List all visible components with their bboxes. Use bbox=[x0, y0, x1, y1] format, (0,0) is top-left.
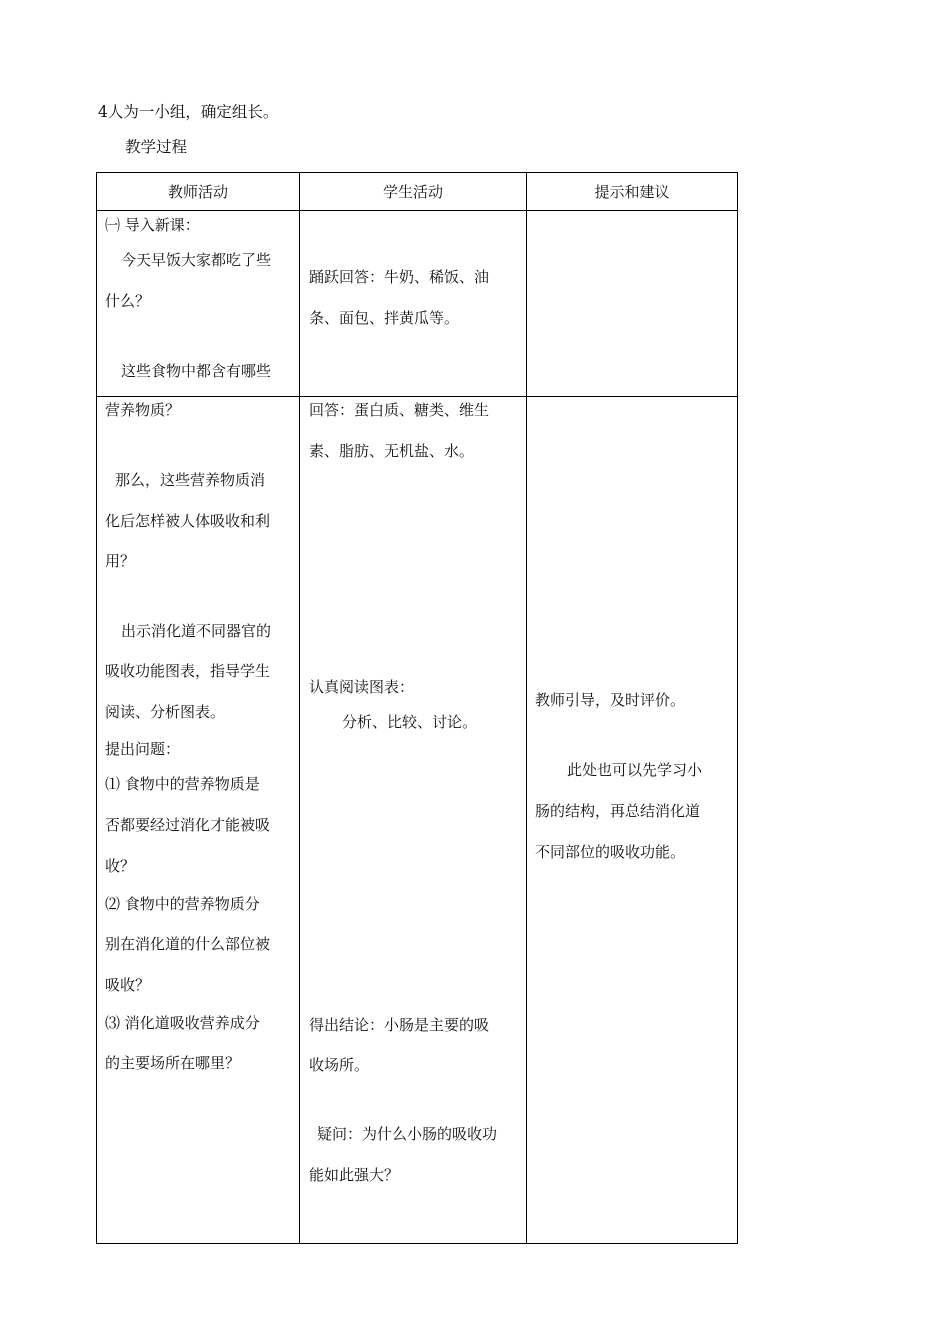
teacher-line: ⑶ 消化道吸收营养成分 bbox=[105, 1014, 260, 1032]
intro-text: 4人为一小组，确定组长。 bbox=[98, 103, 279, 121]
tips-line: 肠的结构，再总结消化道 bbox=[535, 802, 701, 820]
teacher-line: 那么，这些营养物质消 bbox=[115, 471, 266, 489]
teacher-line: 今天早饭大家都吃了些 bbox=[121, 251, 272, 269]
teacher-line: 阅读、分析图表。 bbox=[105, 703, 226, 721]
lesson-table bbox=[96, 172, 738, 1244]
teacher-line: 吸收？ bbox=[105, 976, 151, 994]
tips-cell bbox=[527, 211, 738, 397]
student-line: 认真阅读图表： bbox=[309, 678, 415, 696]
table-header-row bbox=[97, 173, 738, 211]
student-line: 收场所。 bbox=[309, 1056, 370, 1074]
student-activity-cell bbox=[300, 397, 527, 1244]
teacher-line: ⑵ 食物中的营养物质分 bbox=[105, 895, 260, 913]
teacher-line: 提出问题： bbox=[105, 740, 181, 758]
student-line: 能如此强大？ bbox=[309, 1166, 400, 1184]
table-row bbox=[97, 397, 738, 1244]
section-heading: 教学过程 bbox=[125, 138, 188, 156]
teacher-line: 化后怎样被人体吸收和利 bbox=[105, 512, 271, 530]
teacher-line: 出示消化道不同器官的 bbox=[121, 622, 272, 640]
teacher-activity-cell bbox=[97, 211, 300, 397]
teacher-line: ㈠ 导入新课： bbox=[105, 216, 200, 234]
table-row bbox=[97, 211, 738, 397]
teacher-line: 收？ bbox=[105, 857, 136, 875]
teacher-activity-cell bbox=[97, 397, 300, 1244]
teacher-line: 营养物质？ bbox=[105, 401, 181, 419]
tips-line: 此处也可以先学习小 bbox=[567, 761, 703, 779]
student-line: 素、脂肪、无机盐、水。 bbox=[309, 442, 475, 460]
teacher-line: 吸收功能图表，指导学生 bbox=[105, 662, 271, 680]
header-teacher-activity: 教师活动 bbox=[97, 173, 300, 211]
tips-line: 教师引导，及时评价。 bbox=[535, 691, 686, 709]
header-tips: 提示和建议 bbox=[527, 173, 738, 211]
teacher-line: 别在消化道的什么部位被 bbox=[105, 935, 271, 953]
student-line: 条、面包、拌黄瓜等。 bbox=[309, 309, 460, 327]
teacher-line: 这些食物中都含有哪些 bbox=[121, 362, 272, 380]
student-activity-cell bbox=[300, 211, 527, 397]
tips-cell bbox=[527, 397, 738, 1244]
student-line: 疑问：为什么小肠的吸收功 bbox=[317, 1125, 498, 1143]
teacher-line: 用？ bbox=[105, 552, 136, 570]
student-line: 得出结论：小肠是主要的吸 bbox=[309, 1016, 490, 1034]
teacher-line: 的主要场所在哪里？ bbox=[105, 1054, 241, 1072]
student-line: 回答：蛋白质、糖类、维生 bbox=[309, 401, 490, 419]
student-line: 分析、比较、讨论。 bbox=[342, 713, 478, 731]
teacher-line: ⑴ 食物中的营养物质是 bbox=[105, 775, 260, 793]
student-line: 踊跃回答：牛奶、稀饭、油 bbox=[309, 268, 490, 286]
teacher-line: 什么？ bbox=[105, 292, 151, 310]
teacher-line: 否都要经过消化才能被吸 bbox=[105, 816, 271, 834]
tips-line: 不同部位的吸收功能。 bbox=[535, 843, 686, 861]
header-student-activity: 学生活动 bbox=[300, 173, 527, 211]
